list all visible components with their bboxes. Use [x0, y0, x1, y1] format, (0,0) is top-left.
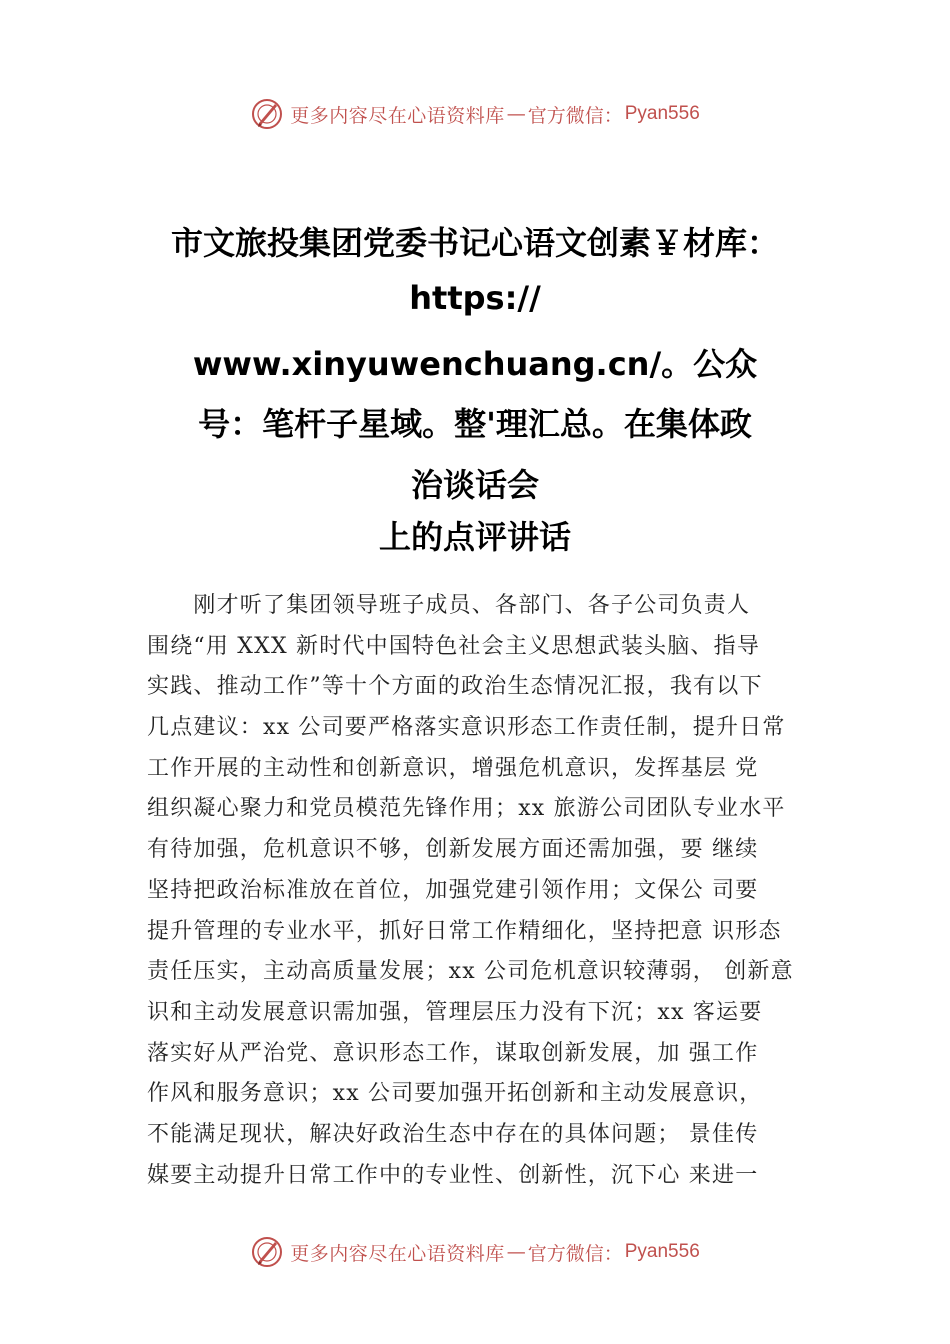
body-line: 组织凝心聚力和党员模范先锋作用；xx 旅游公司团队专业水平 — [147, 796, 786, 822]
banner-wechat-label: 官方微信： — [527, 104, 623, 127]
body-line: 责任压实，主动高质量发展；xx 公司危机意识较薄弱， 创新意 — [147, 959, 794, 985]
title-line-5: 治谈话会 — [410, 466, 539, 504]
banner-wechat-id: Pyan556 — [624, 103, 700, 124]
header-banner — [0, 94, 950, 134]
body-paragraph — [147, 586, 837, 1196]
body-line: 实践、推动工作”等十个方面的政治生态情况汇报，我有以下 — [147, 674, 763, 700]
body-line: 媒要主动提升日常工作中的专业性、创新性，沉下心 来进一 — [147, 1162, 759, 1188]
title-line-3: www.xinyuwenchuang.cn/。公众 — [192, 345, 758, 383]
body-line: 工作开展的主动性和创新意识，增强危机意识，发挥基层 党 — [147, 755, 759, 781]
banner-separator: — — [506, 1241, 526, 1263]
title-line-1: 市文旅投集团党委书记心语文创素￥材库： — [170, 224, 779, 262]
body-line: 坚持把政治标准放在首位，加强党建引领作用；文保公 司要 — [147, 877, 759, 903]
title-line-2: https:// — [409, 279, 541, 317]
body-line: 刚才听了集团领导班子成员、各部门、各子公司负责人 — [147, 593, 751, 618]
body-line: 作风和服务意识；xx 公司要加强开拓创新和主动发展意识， — [147, 1081, 763, 1107]
banner-separator: — — [506, 103, 526, 125]
pen-logo-icon — [250, 97, 284, 131]
body-line: 围绕“用 XXX 新时代中国特色社会主义思想武装头脑、指导 — [147, 633, 761, 659]
body-line: 有待加强，危机意识不够，创新发展方面还需加强，要 继续 — [147, 837, 759, 863]
body-line: 不能满足现状，解决好政治生态中存在的具体问题； 景佳传 — [147, 1121, 759, 1147]
body-line: 落实好从严治党、意识形态工作，谋取创新发展，加 强工作 — [147, 1040, 759, 1066]
pen-logo-icon — [250, 1235, 284, 1269]
title-line-4: 号：笔杆子星域。整'理汇总。在集体政 — [198, 405, 752, 443]
banner-text: 更多内容尽在心语资料库 — [290, 104, 505, 127]
body-line: 识和主动发展意识需加强，管理层压力没有下沉；xx 客运要 — [147, 999, 763, 1025]
body-line: 几点建议：xx 公司要严格落实意识形态工作责任制，提升日常 — [147, 715, 786, 741]
body-line: 提升管理的专业水平，抓好日常工作精细化，坚持把意 识形态 — [147, 918, 782, 944]
banner-wechat-label: 官方微信： — [527, 1242, 623, 1265]
banner-text: 更多内容尽在心语资料库 — [290, 1242, 505, 1265]
banner-wechat-id: Pyan556 — [624, 1241, 700, 1262]
footer-banner — [0, 1232, 950, 1272]
title-line-6: 上的点评讲话 — [378, 518, 571, 556]
